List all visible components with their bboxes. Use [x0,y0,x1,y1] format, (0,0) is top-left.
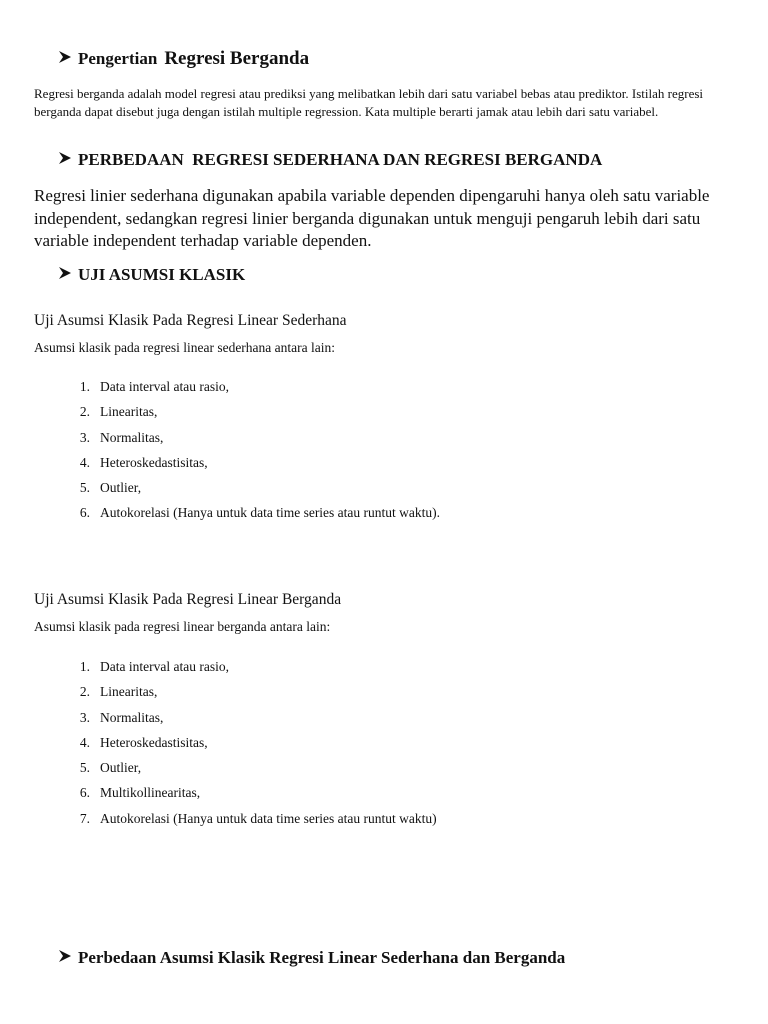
heading-pengertian [58,48,309,70]
heading-pengertian-topic: Regresi Berganda [164,48,310,69]
arrowhead-bullet-icon [58,50,78,64]
arrowhead-bullet-icon [58,949,78,963]
heading-uji-asumsi [58,265,245,285]
heading-pengertian-word: Pengertian [78,49,158,68]
heading-perbedaan-text: PERBEDAAN REGRESI SEDERHANA DAN REGRESI BERGANDA [78,150,603,169]
perbedaan-paragraph: Regresi linier sederhana digunakan apabila variable dependen dipengaruhi hanya oleh satu variable independent, sedangkan regresi linier berganda digunakan untuk menguji pengaruh lebih dari satu variable independent terhadap variable dependen. [34,186,710,250]
subheading-sederhana: Uji Asumsi Klasik Pada Regresi Linear Sederhana [34,312,347,329]
arrowhead-bullet-icon [58,266,78,280]
heading-perbedaan-asumsi-text: Perbedaan Asumsi Klasik Regresi Linear Sederhana dan Berganda [78,948,566,967]
heading-uji-asumsi-text: UJI ASUMSI KLASIK [78,265,246,284]
pengertian-paragraph: Regresi berganda adalah model regresi atau prediksi yang melibatkan lebih dari satu variabel bebas atau prediktor. Istilah regresi berganda dapat disebut juga dengan istilah multiple regression. Kata multiple berarti jamak atau lebih dari satu variabel. [34,86,704,119]
intro-sederhana: Asumsi klasik pada regresi linear sederhana antara lain: [34,340,336,355]
intro-berganda: Asumsi klasik pada regresi linear berganda antara lain: [34,619,331,634]
heading-perbedaan [58,150,602,170]
heading-perbedaan-asumsi [58,948,565,968]
subheading-berganda: Uji Asumsi Klasik Pada Regresi Linear Berganda [34,591,342,608]
arrowhead-bullet-icon [58,151,78,165]
